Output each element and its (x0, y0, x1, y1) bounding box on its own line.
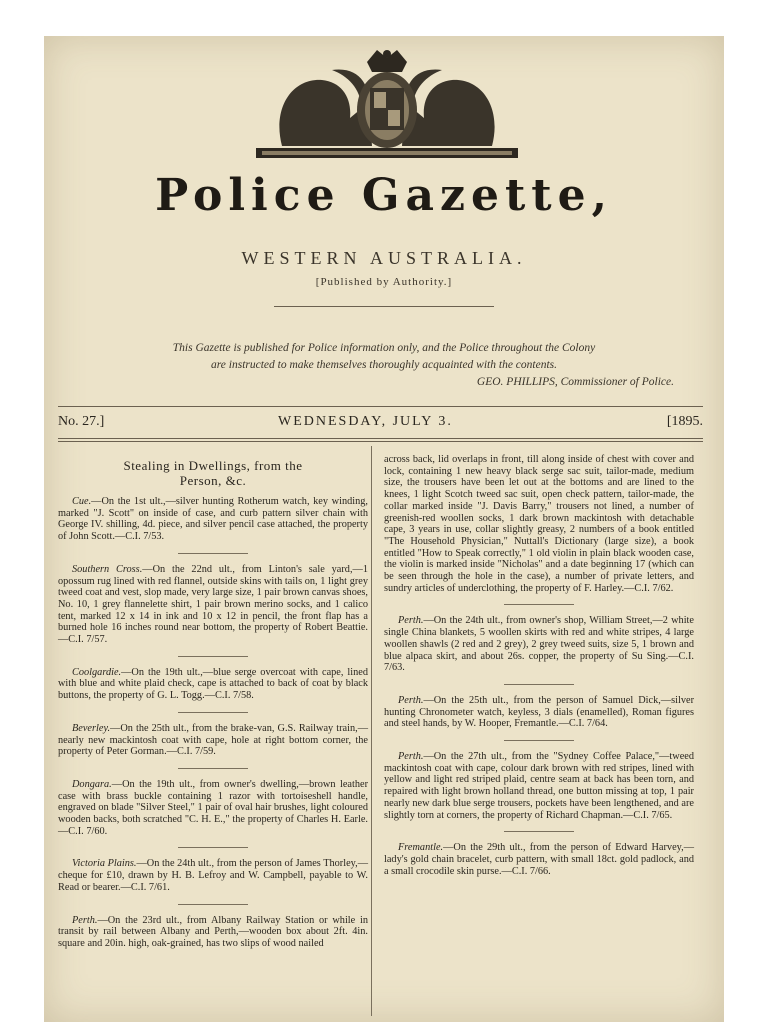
report-entry (384, 842, 694, 877)
issue-year: [1895. (666, 414, 703, 429)
entry-text: —On the 1st ult.,—silver hunting Rotherum watch, key winding, marked "J. Scott" on inside of case, and curb pattern silver chain with George IV. shilling, 4d. piece, and silver pencil case attached, the property of John Scott.—C.I. 7/53. (58, 496, 368, 543)
section-title-line-1: Stealing in Dwellings, from the (123, 458, 303, 473)
entry-text: —On the 25th ult., from the person of Samuel Dick,—silver hunting Chronometer watch, keyless, 3 dials (enamelled), Roman figures and steel hands, by W. Hooper, Fremantle.—C.I. 7/64. (384, 694, 694, 730)
entry-text: —On the 24th ult., from the person of James Thorley,—cheque for £10, drawn by H. B. Lefroy and W. Campbell, payable to W. Read or bearer.—C.I. 7/61. (58, 858, 368, 893)
issue-top-rule (58, 406, 703, 407)
entry-separator (178, 553, 248, 554)
report-entry (58, 915, 368, 950)
report-entry (58, 723, 368, 758)
notice-line-2: are instructed to make themselves thoroughly acquainted with the contents. (211, 359, 557, 371)
entry-text: —On the 19th ult., from owner's dwelling,—brown leather case with brass buckle containing 1 razor with tortoiseshell handle, engraved on blade "Silver Steel," 1 pair of oval hair brushes, light coloured wooden backs, both scratched "C. H. E.," the property of Charles H. Earle.—C.I. 7/60. (58, 778, 368, 837)
report-entry (384, 751, 694, 821)
report-entry (58, 496, 368, 543)
entry-place: Perth. (398, 751, 424, 763)
entry-separator (178, 656, 248, 657)
entry-separator (178, 904, 248, 905)
issue-bottom-rule (58, 438, 703, 439)
entry-place: Victoria Plains. (72, 858, 137, 870)
entry-separator (504, 604, 574, 605)
entry-place: Cue. (72, 496, 92, 507)
report-entry (58, 858, 368, 893)
entry-text: —On the 29th ult., from the person of Edward Harvey,—lady's gold chain bracelet, curb pattern, with small 18ct. gold padlock, and a small crocodile skin purse.—C.I. 7/66. (384, 842, 694, 877)
left-entries (58, 496, 368, 950)
entry-text: across back, lid overlaps in front, till along inside of chest with cover and lock, containing 1 new heavy black serge sac suit, tailor-made, medium size, the trousers have been let out at the bottoms and are lined to the knees, 1 light Scotch tweed sac suit, open check pattern, tailor-made, the collar marked inside "J. Davis Barry," trousers not lined, a number of greenish-red woollen socks, 1 dark brown mackintosh with detachable cape, 3 years in use, collar slightly greasy, 2 numbers of a book entitled "The Household Physician," Nuttall's Dictionary (large size), a book entitled "How to Speak correctly," 1 old violin in plain black wooden case, the violin is marked inside "Nicholas" and a date beginning 17 (which can be seen through the hole in the case), a number of private letters, and sundry articles of underclothing, the property of F. Harley.—C.I. 7/62. (384, 454, 694, 594)
entry-place: Coolgardie. (72, 666, 122, 678)
entry-place: Perth. (72, 914, 98, 926)
report-entry (58, 564, 368, 646)
issue-date: WEDNESDAY, JULY 3. (278, 414, 453, 429)
report-entry (58, 667, 368, 702)
entry-separator (504, 831, 574, 832)
gazette-page (44, 36, 724, 1022)
entry-place: Dongara. (72, 778, 112, 790)
commissioner-signature: GEO. PHILLIPS, Commissioner of Police. (476, 376, 674, 388)
gazette-subtitle: WESTERN AUSTRALIA. (241, 248, 527, 268)
royal-coat-of-arms-icon (252, 48, 522, 166)
column-divider (371, 446, 372, 1016)
entry-separator (178, 847, 248, 848)
entry-place: Perth. (398, 615, 424, 627)
section-title-line-2: Person, &c. (179, 473, 247, 488)
right-column (384, 454, 694, 881)
issue-number: No. 27.] (58, 414, 105, 429)
report-entry (384, 615, 694, 674)
notice-line-1: This Gazette is published for Police information only, and the Police throughout the Colony (172, 342, 596, 354)
report-entry (384, 454, 694, 594)
entry-text: —On the 25th ult., from the brake-van, G.S. Railway train,—nearly new mackintosh coat with cape, hole at right bottom corner, the property of Peter Gorman.—C.I. 7/59. (58, 722, 368, 758)
left-column (58, 454, 368, 954)
gazette-title: Police Gazette, (155, 170, 613, 221)
notice-text (74, 340, 694, 374)
report-entry (58, 779, 368, 838)
entry-place: Perth. (398, 694, 424, 706)
entry-place: Fremantle. (398, 842, 444, 854)
entry-separator (178, 768, 248, 769)
entry-text: —On the 23rd ult., from Albany Railway Station or while in transit by rail between Albany and Perth,—wooden box about 2ft. 4in. square and 20in. high, oak-grained, has two slips of wood nailed (58, 914, 368, 949)
report-entry (384, 695, 694, 730)
entry-text: —On the 27th ult., from the "Sydney Coffee Palace,"—tweed mackintosh coat with cape, colour dark brown with red stripes, lined with yellow and light red striped plaid, centre seam at back has been torn, and repaired with light brown holland thread, one button missing at top, 1 pair nearly new dark blue serge trousers, pockets have been lengthened, and are slightly torn at corners, the property of Richard Chapman.—C.I. 7/65. (384, 751, 694, 821)
entry-text: —On the 19th ult.,—blue serge overcoat with cape, lined with blue and white plaid check, cape is attached to back of coat by black buttons, the property of G. L. Togg.—C.I. 7/58. (58, 666, 368, 702)
header-rule (274, 306, 494, 307)
entry-text: —On the 24th ult., from owner's shop, William Street,—2 white single China blankets, 5 woollen skirts with red and white stripes, 4 large woollen shawls (2 red and 2 grey), 2 grey tweed suits, size 5, 1 brown and blue alpaca skirt, and about 26s. copper, the property of Su Sing.—C.I. 7/63. (384, 615, 694, 674)
authority-line: [Published by Authority.] (315, 276, 453, 288)
right-entries (384, 454, 694, 877)
entry-place: Southern Cross. (72, 563, 143, 575)
issue-line (58, 414, 703, 434)
section-title (58, 458, 368, 488)
issue-bottom-rule-2 (58, 441, 703, 442)
entry-place: Beverley. (72, 722, 111, 734)
entry-separator (504, 684, 574, 685)
entry-separator (178, 712, 248, 713)
entry-text: —On the 22nd ult., from Linton's sale yard,—1 opossum rug lined with red flannel, outside skins with tails on, 1 light grey tweed coat and vest, slop made, very large size, 1 pair brown canvas shoes, No. 10, 1 grey flannelette shirt, 1 pair brown merino socks, and 1 calico tent, marked 12 x 14 in ink and 10 x 12 in pencil, the front flap has a burned hole 16 inches round near bottom, the property of Robert Beattie.—C.I. 7/57. (58, 563, 368, 646)
entry-separator (504, 740, 574, 741)
